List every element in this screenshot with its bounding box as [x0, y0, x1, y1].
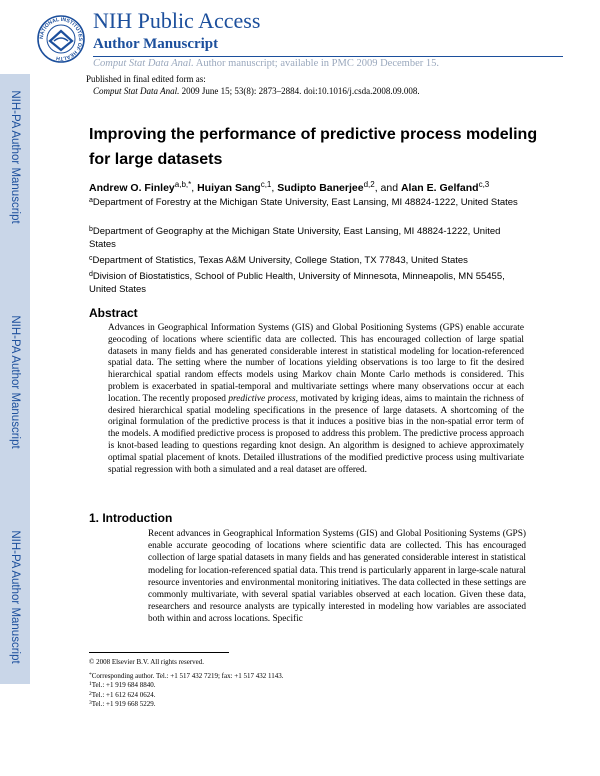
logo-text: NATIONAL INSTITUTES OF HEALTH: [38, 16, 84, 62]
abstract-emphasis: predictive process: [228, 393, 296, 404]
footnote-item: [89, 671, 529, 681]
footnote-rule: [89, 652, 229, 653]
journal-name: Comput Stat Data Anal.: [93, 58, 194, 69]
introduction-heading: 1. Introduction: [89, 511, 173, 525]
author-sup: d,2: [363, 180, 375, 189]
affiliation-text: Department of Forestry at the Michigan State University, East Lansing, MI 48824-1222, United States: [92, 197, 518, 208]
author-separator: , and: [374, 182, 401, 194]
author-sup: c,3: [478, 180, 490, 189]
author-sup: a,b,*: [174, 180, 192, 189]
footnote-sup: 2: [89, 690, 92, 697]
manuscript-sidebar: [0, 74, 30, 684]
footnote-sup: 1: [89, 681, 92, 688]
footnotes: [89, 658, 529, 709]
published-line: Published in final edited form as:: [86, 74, 206, 84]
author-name: Alan E. Gelfand: [400, 182, 479, 194]
affiliation-sup: a: [89, 197, 93, 204]
copyright-notice: © 2008 Elsevier B.V. All rights reserved.: [89, 658, 205, 666]
affiliation-sup: d: [89, 271, 93, 278]
abstract-text: Advances in Geographical Information Systems (GIS) and Global Positioning Systems (GPS) enable accurate geocoding of locations where scientific data are collected. This has encouraged collection of large spatial datasets in many fields and has generated considerable interest in statistical modeling for location-referenced spatial data. The setting where the number of locations yielding observations is too large to fit the desired hierarchical spatial random effects models using Markov chain Monte Carlo methods is considered. This problem is exacerbated in spatial-temporal and multivariate settings where many observations occur at each location. The recently proposed: [108, 323, 524, 404]
author-separator: ,: [271, 182, 278, 194]
affiliation: [89, 223, 529, 251]
citation-line: [93, 86, 420, 96]
svg-text:NATIONAL INSTITUTES OF HEALTH: [39, 17, 83, 61]
journal-availability-line: [93, 58, 439, 69]
introduction-body: Recent advances in Geographical Information Systems (GIS) and Global Positioning Systems (GPS) enable accurate geocoding of locations where scientific data are collected. This has encouraged collection of large spatial datasets in many fields and has generated considerable interest in statistical modeling for location-referenced spatial data. This trend is particularly apparent in large-scale natural resource inventories and environmental monitoring initiatives. The data collected in these settings are commonly multivariate, with several spatial variables observed at each location. Given these data, researchers and resource analysts are typically interested in modeling how variables are associated both within and across locations. Specific: [148, 529, 526, 625]
footnote-text: Tel.: +1 919 668 5229.: [91, 700, 156, 709]
author-name: Huiyan Sang: [197, 182, 261, 194]
footnote-item: [89, 690, 529, 700]
affiliation-text: Division of Biostatistics, School of Public Health, University of Minnesota, Minneapolis, MN 55455, United States: [89, 271, 505, 295]
paper-title: Improving the performance of predictive process modeling for large datasets: [89, 126, 538, 168]
nih-logo: [36, 14, 86, 64]
author-sup: c,1: [260, 180, 272, 189]
author-name: Sudipto Banerjee: [277, 182, 364, 194]
sidebar-label-text: NIH-PA Author Manuscript: [9, 530, 21, 664]
footnote-text: Corresponding author. Tel.: +1 517 432 7219; fax: +1 517 432 1143.: [91, 671, 284, 680]
author-manuscript-label: Author Manuscript: [93, 36, 219, 52]
sidebar-label-text: NIH-PA Author Manuscript: [9, 90, 21, 224]
author-separator: ,: [191, 182, 198, 194]
footnote-item: [89, 699, 529, 709]
affiliation: [89, 268, 529, 296]
affiliation-sup: b: [89, 226, 93, 233]
footnote-sup: 3: [89, 700, 92, 707]
affiliation: [89, 252, 529, 267]
affiliation-text: Department of Statistics, Texas A&M University, College Station, TX 77843, United States: [92, 255, 468, 266]
author-list: [89, 180, 489, 194]
citation-journal: Comput Stat Data Anal.: [93, 86, 180, 96]
header-divider: [93, 56, 563, 57]
abstract-heading: Abstract: [89, 306, 138, 320]
availability-text: Author manuscript; available in PMC 2009 December 15.: [195, 58, 439, 69]
citation-details: 2009 June 15; 53(8): 2873–2884. doi:10.1016/j.csda.2008.09.008.: [181, 86, 420, 96]
footnote-item: [89, 680, 529, 690]
nih-public-access-title: NIH Public Access: [93, 8, 261, 33]
affiliation-text: Department of Geography at the Michigan State University, East Lansing, MI 48824-1222, United States: [89, 226, 501, 250]
footnote-text: Tel.: +1 919 684 8840.: [91, 681, 156, 690]
footnote-text: Tel.: +1 612 624 0624.: [91, 690, 156, 699]
abstract-body: [108, 323, 524, 476]
sidebar-label-text: NIH-PA Author Manuscript: [9, 315, 21, 449]
affiliation-sup: c: [89, 255, 93, 262]
footnote-sup: *: [89, 671, 92, 678]
affiliation: [89, 194, 529, 209]
abstract-text: , motivated by kriging ideas, aims to maintain the richness of desired hierarchical spatial modeling specifications in the presence of large datasets. A shortcoming of the original formulation of the predictive process is that it induces a positive bias in the non-spatial error term of the models. A modified predictive process is proposed to address this problem. The predictive process approach is knot-based leading to questions regarding knot design. An algorithm is designed to achieve approximately optimal spatial placement of knots. Detailed illustrations of the modified predictive process using multivariate spatial regression with both a simulated and a real dataset are offered.: [108, 393, 524, 475]
author-name: Andrew O. Finley: [89, 182, 175, 194]
